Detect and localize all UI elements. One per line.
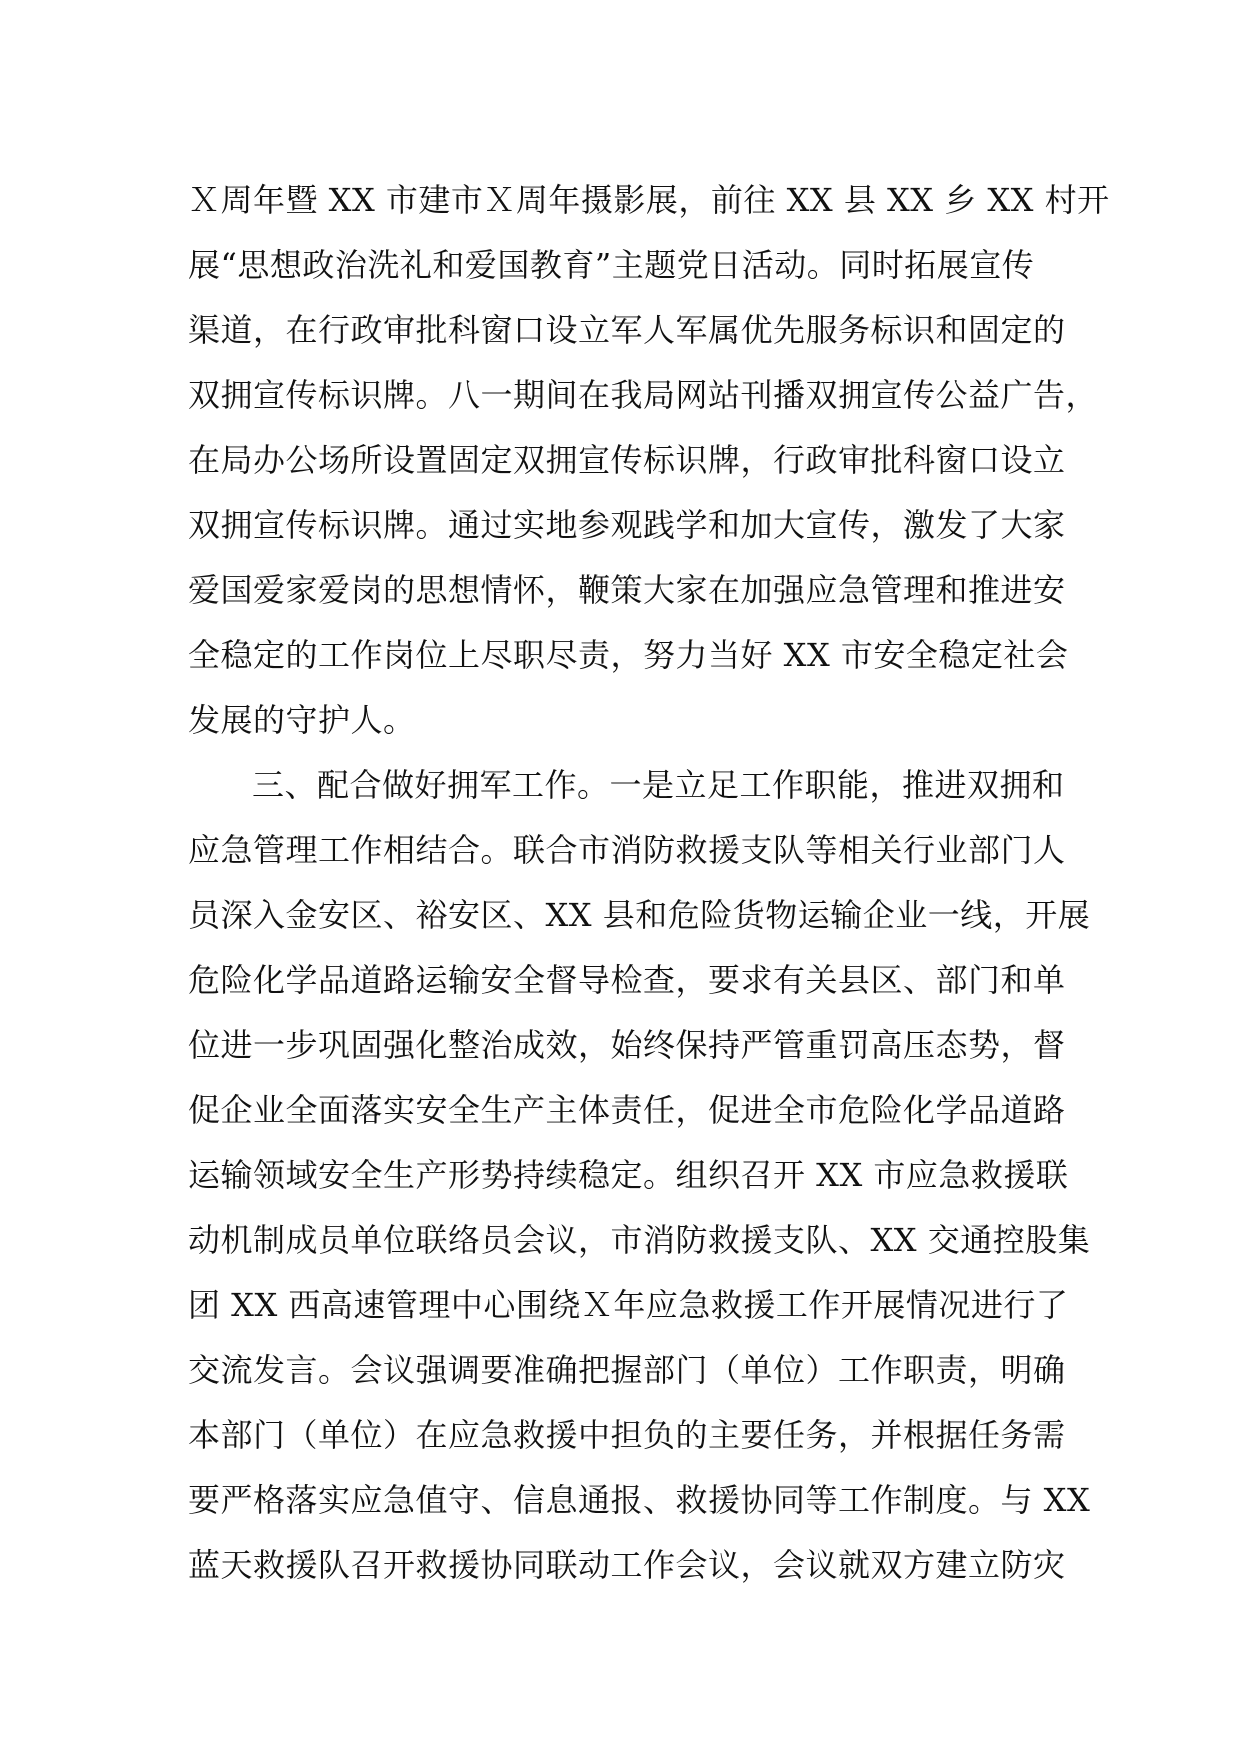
text-line: 渠道，在行政审批科窗口设立军人军属优先服务标识和固定的 [188, 311, 1066, 349]
text-line: 双拥宣传标识牌。通过实地参观践学和加大宣传，激发了大家 [188, 506, 1066, 544]
text-line: 交流发言。会议强调要准确把握部门（单位）工作职责，明确 [188, 1351, 1066, 1389]
text-line: 发展的守护人。 [188, 701, 416, 739]
text-line: Ｘ周年暨 XX 市建市Ｘ周年摄影展，前往 XX 县 XX 乡 XX 村开 [188, 181, 1110, 219]
text-line: 双拥宣传标识牌。八一期间在我局网站刊播双拥宣传公益广告， [188, 376, 1099, 414]
text-line: 动机制成员单位联络员会议，市消防救援支队、XX 交通控股集 [188, 1221, 1091, 1259]
paragraph-2 [188, 753, 1091, 1598]
text-line: 员深入金安区、裕安区、XX 县和危险货物运输企业一线，开展 [188, 896, 1091, 934]
paragraph-1 [188, 168, 1110, 753]
text-line: 应急管理工作相结合。联合市消防救援支队等相关行业部门人 [188, 831, 1066, 869]
text-line: 位进一步巩固强化整治成效，始终保持严管重罚高压态势，督 [188, 1026, 1066, 1064]
text-line: 三、配合做好拥军工作。一是立足工作职能，推进双拥和 [252, 766, 1065, 804]
text-line: 爱国爱家爱岗的思想情怀，鞭策大家在加强应急管理和推进安 [188, 571, 1066, 609]
text-line: 团 XX 西高速管理中心围绕Ｘ年应急救援工作开展情况进行了 [188, 1286, 1069, 1324]
text-line: 要严格落实应急值守、信息通报、救援协同等工作制度。与 XX [188, 1481, 1091, 1519]
text-line: 全稳定的工作岗位上尽职尽责，努力当好 XX 市安全稳定社会 [188, 636, 1069, 674]
body-text [188, 168, 1110, 1598]
text-line: 危险化学品道路运输安全督导检查，要求有关县区、部门和单 [188, 961, 1066, 999]
text-line: 促企业全面落实安全生产主体责任，促进全市危险化学品道路 [188, 1091, 1066, 1129]
text-line: 本部门（单位）在应急救援中担负的主要任务，并根据任务需 [188, 1416, 1066, 1454]
text-line: 蓝天救援队召开救援协同联动工作会议，会议就双方建立防灾 [188, 1546, 1066, 1584]
text-line: 展“思想政治洗礼和爱国教育”主题党日活动。同时拓展宣传 [188, 246, 1035, 284]
text-line: 在局办公场所设置固定双拥宣传标识牌，行政审批科窗口设立 [188, 441, 1066, 479]
text-line: 运输领域安全生产形势持续稳定。组织召开 XX 市应急救援联 [188, 1156, 1069, 1194]
